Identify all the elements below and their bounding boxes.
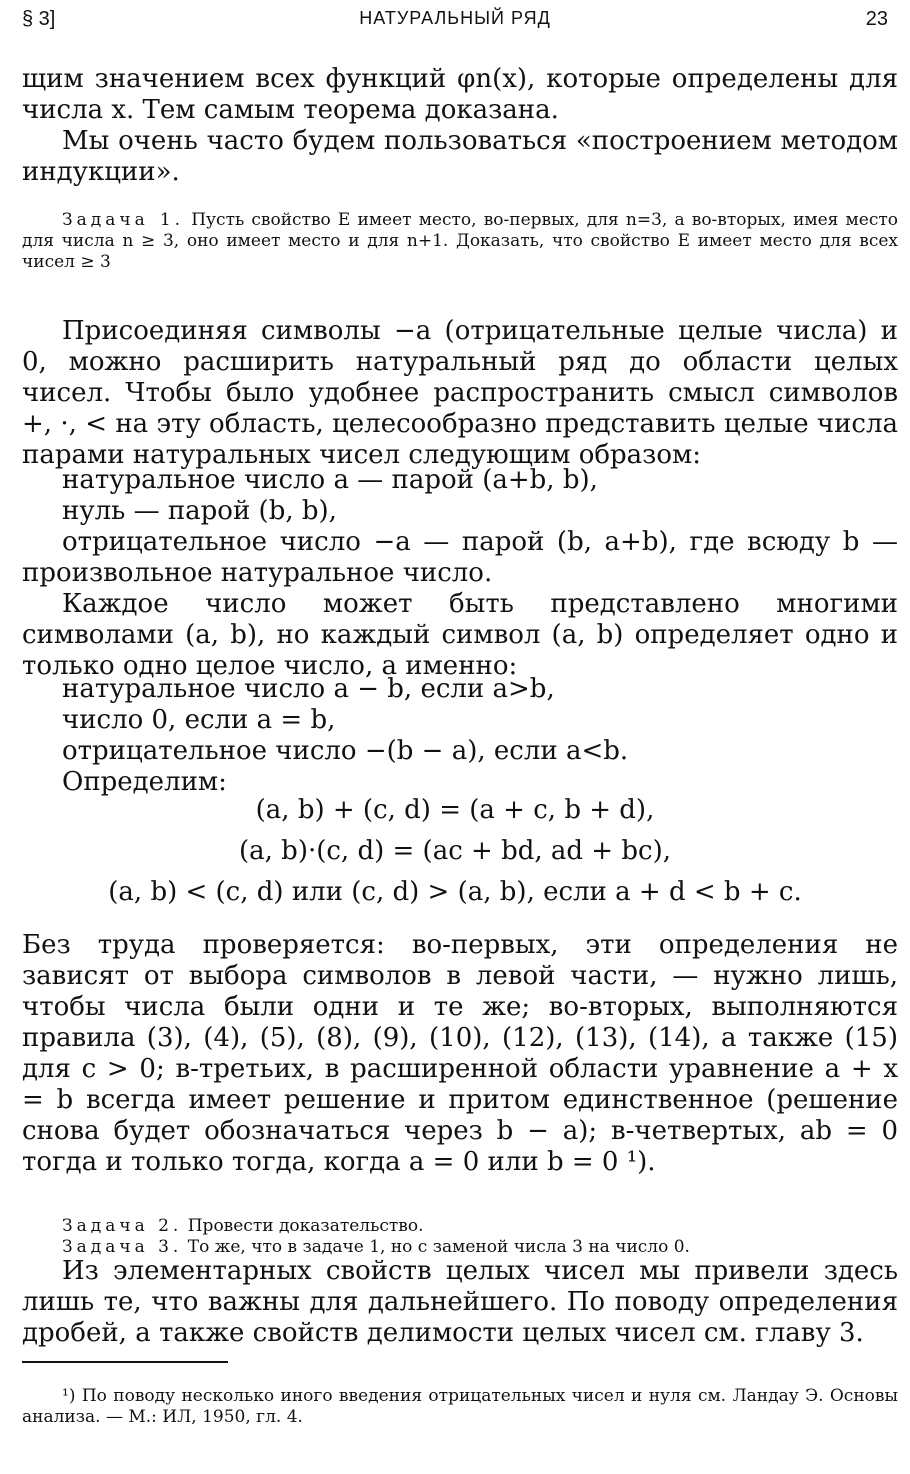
exercise-2-text: Провести доказательство. [187,1216,424,1236]
exercise-3-label: Задача 3. [62,1237,183,1257]
running-title: НАТУРАЛЬНЫЙ РЯД [359,8,551,28]
exercise-2-label: Задача 2. [62,1216,183,1236]
pair-definitions [62,465,898,527]
pair-line: натуральное число a — парой (a+b, b), [62,465,598,495]
paragraph-theorem-end: щим значением всех функций φn(x), которые определены для числа x. Тем самым теорема доказана. [22,64,898,125]
paragraph-integers: Присоединяя символы −a (отрицательные целые числа) и 0, можно расширить натуральный ряд до области целых чисел. Чтобы было удобнее распространить смысл символов +, ·, < на эту область, целесообразно представить целые числа парами натуральных чисел следующим образом: [22,316,898,470]
case-line: Определим: [62,767,227,797]
paragraph-closing-text: Из элементарных свойств целых чисел мы привели здесь лишь те, что важны для дальнейшего. По поводу определения дробей, а также свойств делимости целых чисел см. главу 3. [22,1256,898,1348]
paragraph-symbols: Каждое число может быть представлено многими символами (a, b), но каждый символ (a, b) определяет одно и только одно целое число, а именно: [22,589,898,681]
paragraph-induction: Мы очень часто будем пользоваться «построением методом индукции». [22,126,898,187]
footnote-rule [22,1361,228,1363]
footnote [22,1386,898,1428]
exercise-1-text: Пусть свойство E имеет место, во-первых, для n=3, а во-вторых, имея место для числа n ≥ 3, оно имеет место и для n+1. Доказать, что свойство E имеет место для всех чисел ≥ 3 [22,210,898,272]
case-line: число 0, если a = b, [62,705,336,735]
exercise-1 [22,210,898,273]
case-line: отрицательное число −(b − a), если a<b. [62,736,629,766]
footnote-text: ¹) По поводу несколько иного введения отрицательных чисел и нуля см. Ландау Э. Основы анализа. — М.: ИЛ, 1950, гл. 4. [22,1386,898,1427]
section-number: § 3] [22,8,56,30]
paragraph-verification [22,930,898,1178]
exercise-1-label: Задача 1. [62,210,185,230]
body-middle [22,316,898,471]
page-number: 23 [865,8,888,30]
paragraph-closing [22,1256,898,1349]
formula-product: (a, b)·(c, d) = (ac + bd, ad + bc), [239,836,671,866]
body-top [22,64,898,188]
case-line: натуральное число a − b, если a>b, [62,674,555,704]
pair-line-negative: отрицательное число −a — парой (b, a+b), где всюду b — произвольное натуральное число. [22,527,898,588]
exercise-3-text: То же, что в задаче 1, но с заменой числа 3 на число 0. [187,1237,690,1257]
formula-block [0,795,910,908]
formula-sum: (a, b) + (c, d) = (a + c, b + d), [255,795,655,825]
pair-line: нуль — парой (b, b), [62,496,337,526]
paragraph-verification-text: Без труда проверяется: во-первых, эти определения не зависят от выбора символов в левой части, — нужно лишь, чтобы числа были одни и те же; во-вторых, выполняются правила (3), (4), (5), (8), (9), (10), (12), (13), (14), а также (15) для c > 0; в-третьих, в расширенной области уравнение a + x = b всегда имеет решение и притом единственное (решение снова будет обозначаться через b − a); в-четвертых, ab = 0 тогда и только тогда, когда a = 0 или b = 0 ¹). [22,930,898,1177]
case-list [62,674,898,798]
pair-last-block [22,527,898,682]
formula-order: (a, b) < (c, d) или (c, d) > (a, b), если a + d < b + c. [108,877,802,907]
exercises-2-3 [22,1216,898,1258]
